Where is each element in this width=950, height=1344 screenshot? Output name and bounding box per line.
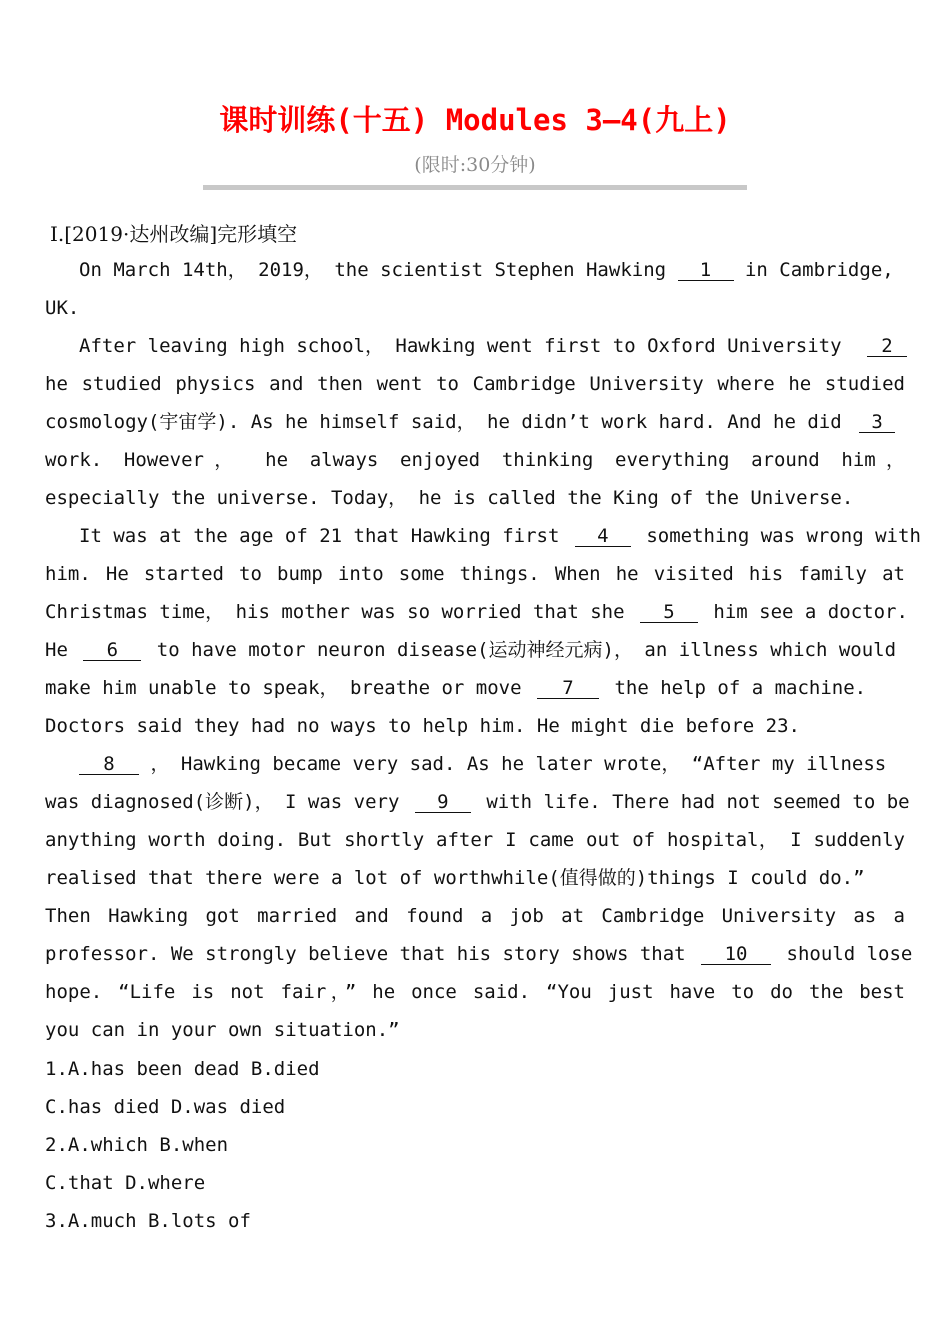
passage-text: On March 14th， 2019， the scientist Stephen Hawking xyxy=(79,259,667,281)
passage-line: him. He started to bump into some things. When he visited his family at xyxy=(45,563,905,585)
passage-line xyxy=(79,524,921,548)
passage-line xyxy=(45,790,910,814)
passage-text: After leaving high school， Hawking went first to Oxford University xyxy=(79,335,842,357)
passage-line: especially the universe. Today， he is called the King of the Universe. xyxy=(45,487,854,509)
passage-line xyxy=(79,258,905,282)
passage-text: something was wrong with xyxy=(646,525,921,547)
option-line: C.that D.where xyxy=(45,1172,206,1194)
passage-line: anything worth doing. But shortly after I came out of hospital， I suddenly xyxy=(45,829,905,851)
passage-line xyxy=(79,752,905,776)
section-heading: Ⅰ.[2019·达州改编]完形填空 xyxy=(50,222,298,246)
passage-text: to have motor neuron disease(运动神经元病)， an illness which would xyxy=(156,639,897,661)
title-divider xyxy=(203,185,747,190)
blank-5: 5 xyxy=(640,602,698,623)
passage-line: UK. xyxy=(45,297,80,319)
passage-line xyxy=(45,600,908,624)
passage-line xyxy=(45,676,905,700)
passage-line: work. However， he always enjoyed thinking everything around him， xyxy=(45,449,905,471)
passage-text: Christmas time， his mother was so worried that she xyxy=(45,601,625,623)
blank-1: 1 xyxy=(678,260,734,281)
passage-text: ， Hawking became very sad. As he later wrote， “After my illness xyxy=(150,753,887,775)
passage-line: he studied physics and then went to Cambridge University where he studied xyxy=(45,373,905,395)
time-limit: (限时:30分钟) xyxy=(414,154,536,176)
passage-line: realised that there were a lot of worthwhile(值得做的)things I could do.” xyxy=(45,867,865,889)
passage-line: you can in your own situation.” xyxy=(45,1019,400,1041)
passage-text: with life. There had not seemed to be xyxy=(486,791,910,813)
passage-line xyxy=(79,334,905,358)
passage-line xyxy=(45,942,913,966)
option-line: C.has died D.was died xyxy=(45,1096,286,1118)
blank-4: 4 xyxy=(575,526,631,547)
passage-text: professor. We strongly believe that his story shows that xyxy=(45,943,686,965)
blank-8: 8 xyxy=(79,754,139,775)
passage-text: should lose xyxy=(786,943,913,965)
passage-text: him see a doctor. xyxy=(713,601,908,623)
blank-9: 9 xyxy=(415,792,471,813)
passage-text: cosmology(宇宙学). As he himself said， he didn’t work hard. And he did xyxy=(45,411,842,433)
blank-7: 7 xyxy=(537,678,599,699)
passage-text: make him unable to speak， breathe or move xyxy=(45,677,522,699)
passage-text: was diagnosed(诊断)， I was very xyxy=(45,791,400,813)
passage-line xyxy=(45,410,905,434)
passage-text: It was at the age of 21 that Hawking first xyxy=(79,525,560,547)
blank-3: 3 xyxy=(859,412,895,433)
blank-6: 6 xyxy=(83,640,141,661)
passage-text: the help of a machine. xyxy=(614,677,867,699)
passage-line: Then Hawking got married and found a job at Cambridge University as a xyxy=(45,905,905,927)
option-line: 2.A.which B.when xyxy=(45,1134,229,1156)
passage-text: He xyxy=(45,639,68,661)
blank-2: 2 xyxy=(867,336,907,357)
passage-text: in Cambridge, xyxy=(744,259,894,281)
option-line: 1.A.has been dead B.died xyxy=(45,1058,320,1080)
page-title: 课时训练(十五) Modules 3—4(九上) xyxy=(219,103,731,137)
passage-line: Doctors said they had no ways to help him. He might die before 23. xyxy=(45,715,800,737)
blank-10: 10 xyxy=(701,944,771,965)
passage-line xyxy=(45,638,905,662)
passage-line: hope. “Life is not fair，” he once said. “You just have to do the best xyxy=(45,981,905,1003)
option-line: 3.A.much B.lots of xyxy=(45,1210,251,1232)
